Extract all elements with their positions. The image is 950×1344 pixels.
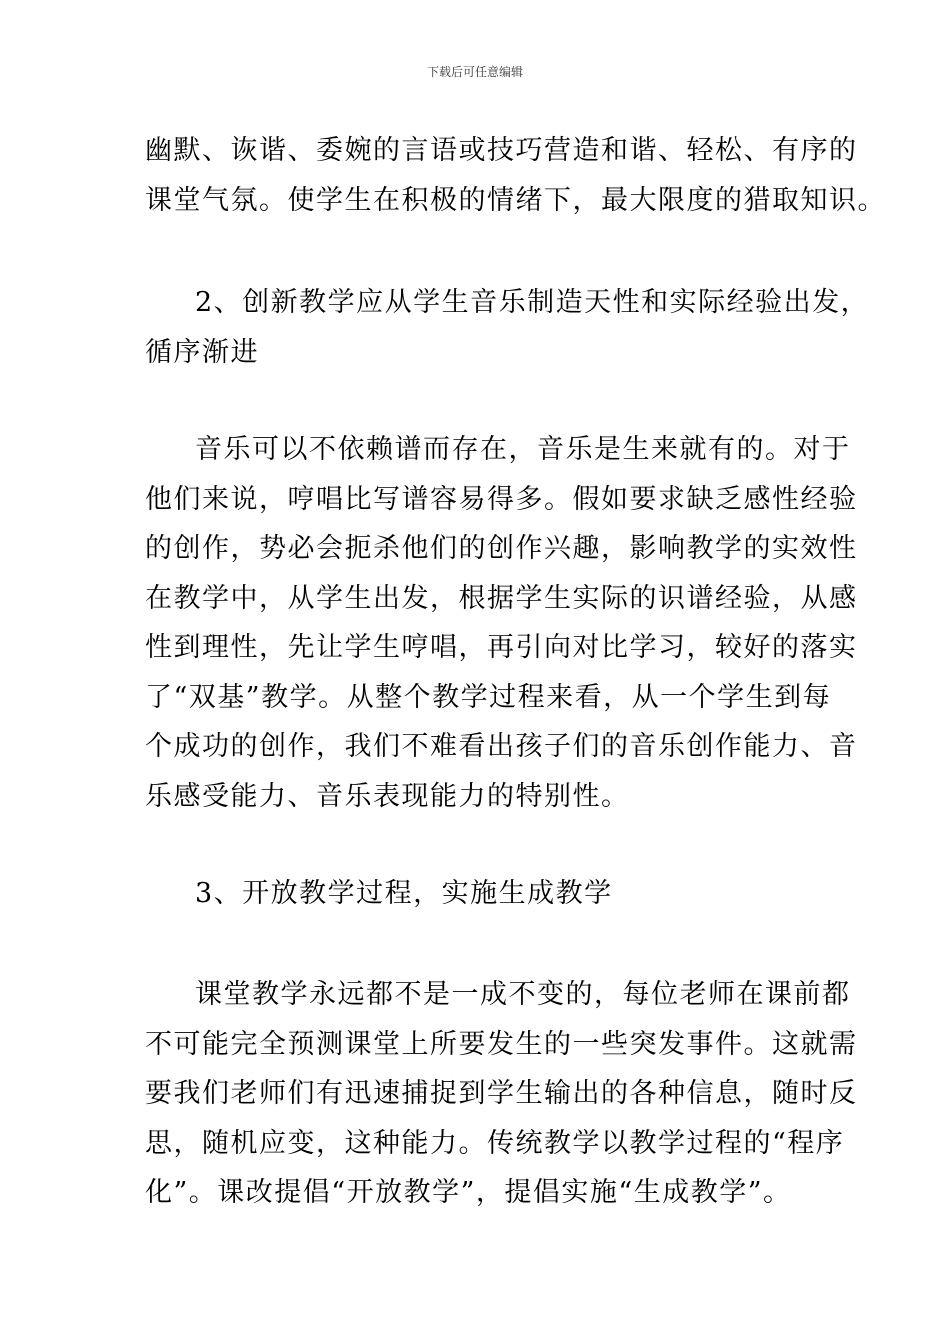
text-line: 他们来说，哼唱比写谱容易得多。假如要求缺乏感性经验 <box>145 483 858 515</box>
text-line: 性到理性，先让学生哼唱，再引向对比学习，较好的落实 <box>145 632 858 663</box>
text-line: 个成功的创作，我们不难看出孩子们的音乐创作能力、音 <box>145 731 858 762</box>
text-line: 要我们老师们有迅速捕捉到学生输出的各种信息，随时反 <box>145 1078 858 1109</box>
paragraph-music-creation <box>145 425 858 821</box>
section-heading-2 <box>145 278 870 377</box>
text-line: 在教学中，从学生出发，根据学生实际的识谱经验，从感 <box>145 582 858 614</box>
text-line: 化”。课改提倡“开放教学”，提倡实施“生成教学”。 <box>145 1177 792 1208</box>
text-line: 思，随机应变，这种能力。传统教学以教学过程的“程序 <box>145 1127 845 1159</box>
text-line: 循序渐进 <box>145 336 259 368</box>
text-line: 乐感受能力、音乐表现能力的特别性。 <box>145 780 630 812</box>
paragraph-classroom-atmosphere <box>145 126 886 225</box>
text-line: 了“双基”教学。从整个教学过程来看，从一个学生到每 <box>145 681 832 713</box>
text-line: 3、开放教学过程，实施生成教学 <box>195 878 613 909</box>
text-line: 音乐可以不依赖谱而存在，音乐是生来就有的。对于 <box>195 434 851 465</box>
page-header: 下载后可任意编辑 <box>426 65 523 79</box>
text-line: 课堂气氛。使学生在积极的情绪下，最大限度的猎取知识。 <box>145 184 886 216</box>
text-line: 幽默、诙谐、委婉的言语或技巧营造和谐、轻松、有序的 <box>145 135 858 166</box>
text-line: 2、创新教学应从学生音乐制造天性和实际经验出发， <box>195 287 870 318</box>
section-heading-3 <box>145 869 810 919</box>
text-line: 课堂教学永远都不是一成不变的，每位老师在课前都 <box>195 979 851 1010</box>
text-line: 的创作，势必会扼杀他们的创作兴趣，影响教学的实效性 <box>145 533 858 564</box>
text-line: 不可能完全预测课堂上所要发生的一些突发事件。这就需 <box>145 1028 858 1060</box>
paragraph-open-teaching <box>145 970 858 1218</box>
